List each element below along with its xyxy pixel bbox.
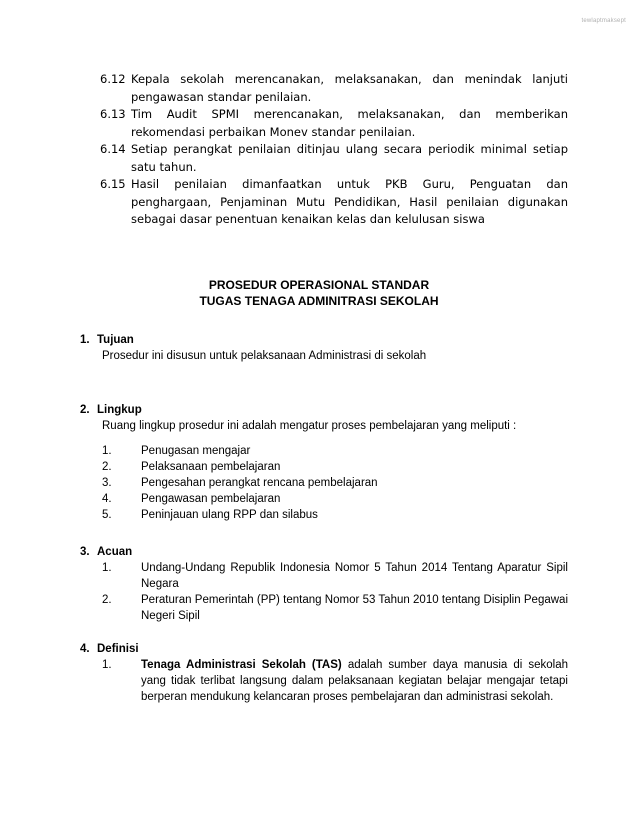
section-number: 2. [80,404,90,416]
definition-text: adalah sumber daya manusia di sekolah yang tidak terlibat langsung dalam pelaksanaan kegiatan belajar mengajar tetapi berperan mendukung kelancaran proses pembelajaran dan administrasi sekolah. [141,659,569,703]
item-number: 6.12 [100,72,126,86]
section-text: Prosedur ini disusun untuk pelaksanaan Administrasi di sekolah [102,350,427,362]
item-text: Hasil penilaian dimanfaatkan untuk PKB Guru, Penguatan dan penghargaan, Penjaminan Mutu Pendidikan, Hasil penilaian digunakan sebagai dasar penentuan kenaikan kelas dan kelulusan siswa [131,177,568,226]
item-text: Peninjauan ulang RPP dan silabus [141,509,318,521]
item-number: 6.15 [100,177,126,191]
item-number: 2. [102,461,112,473]
section-tujuan [80,332,568,364]
section-heading [80,641,568,657]
section-heading [80,402,568,418]
item-number: 6.13 [100,107,126,121]
item-number: 2. [102,594,112,606]
list-item [102,507,568,523]
lingkup-list [80,443,568,523]
item-number: 6.14 [100,142,126,156]
section-number: 3. [80,546,90,558]
list-item [102,475,568,491]
item-text [141,657,568,705]
item-number: 5. [102,509,112,521]
item-number: 3. [102,477,112,489]
item-text: Undang-Undang Republik Indonesia Nomor 5 Tahun 2014 Tentang Aparatur Sipil Negara [141,562,568,590]
item-text: Pengesahan perangkat rencana pembelajaran [141,477,378,489]
definition-term: Tenaga Administrasi Sekolah (TAS) [141,659,342,671]
item-number: 1. [102,659,112,671]
item-number: 1. [102,445,112,457]
watermark: tewlaptmaksept [581,18,626,24]
list-item [102,443,568,459]
section-number: 1. [80,334,90,346]
item-text: Tim Audit SPMI merencanakan, melaksanakan, dan memberikan rekomendasi perbaikan Monev standar penilaian. [131,107,568,139]
item-text: Setiap perangkat penilaian ditinjau ulang secara periodik minimal setiap satu tahun. [131,142,568,174]
list-item [102,560,568,592]
section-number: 4. [80,643,90,655]
acuan-list [80,560,568,624]
section-lingkup [80,402,568,523]
document-title [0,277,638,309]
item-text: Pelaksanaan pembelajaran [141,461,281,473]
section-title: Tujuan [97,334,134,346]
item-text: Penugasan mengajar [141,445,251,457]
section-heading [80,332,568,348]
list-item [100,141,568,176]
list-item [102,491,568,507]
section-title: Acuan [97,546,133,558]
section-title: Lingkup [97,404,142,416]
list-item [102,459,568,475]
title-line-1: PROSEDUR OPERASIONAL STANDAR [208,278,430,292]
list-item [100,71,568,106]
section-title: Definisi [97,643,139,655]
section-acuan [80,544,568,624]
section-intro: Ruang lingkup prosedur ini adalah mengatur proses pembelajaran yang meliputi : [102,420,517,432]
list-item [100,106,568,141]
section-heading [80,544,568,560]
item-number: 4. [102,493,112,505]
section-definisi [80,641,568,705]
item-number: 1. [102,562,112,574]
list-item [100,176,568,229]
item-text: Pengawasan pembelajaran [141,493,281,505]
item-text: Peraturan Pemerintah (PP) tentang Nomor 53 Tahun 2010 tentang Disiplin Pegawai Negeri Sipil [141,594,568,622]
item-text: Kepala sekolah merencanakan, melaksanakan, dan menindak lanjuti pengawasan standar penilaian. [131,72,568,104]
title-line-2: TUGAS TENAGA ADMINITRASI SEKOLAH [199,294,439,308]
definisi-list [80,657,568,705]
list-item [102,657,568,705]
standard-items-list [100,71,568,229]
list-item [102,592,568,624]
